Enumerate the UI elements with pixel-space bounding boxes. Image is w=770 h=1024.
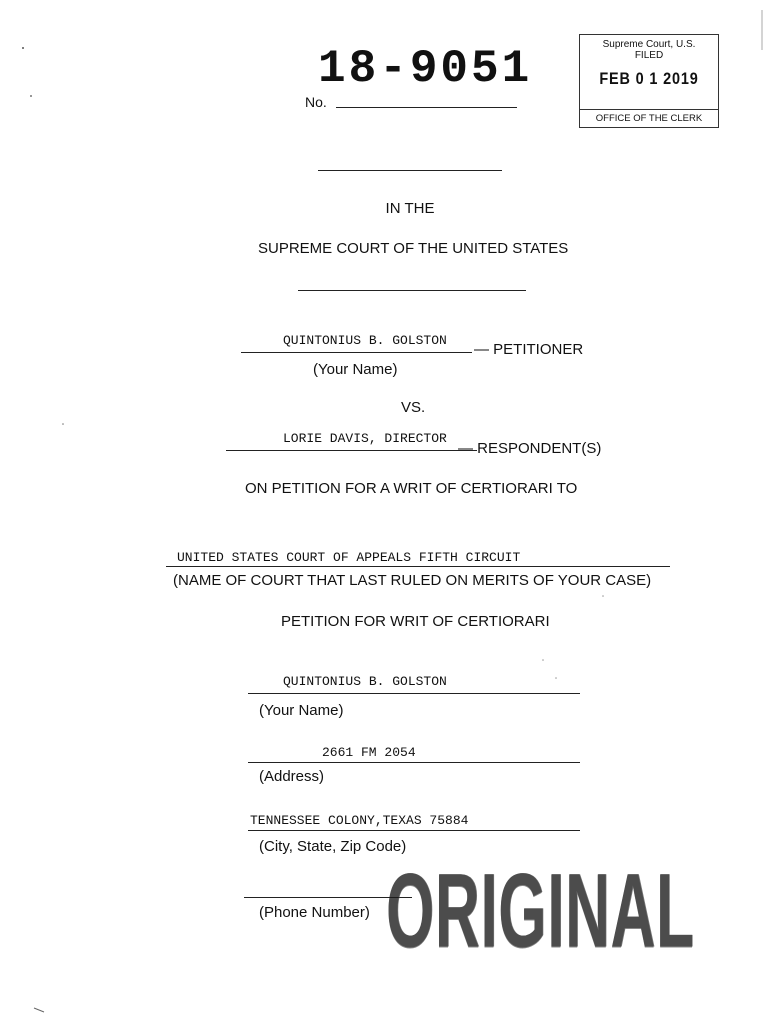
respondent-role: — RESPONDENT(S) bbox=[458, 440, 602, 457]
petition-intro: ON PETITION FOR A WRIT OF CERTIORARI TO bbox=[245, 480, 578, 497]
stamp-status: FILED bbox=[634, 50, 664, 61]
contact-name: QUINTONIUS B. GOLSTON bbox=[283, 674, 447, 689]
respondent-name: LORIE DAVIS, DIRECTOR bbox=[283, 431, 447, 446]
stamp-date: FEB 0 1 2019 bbox=[599, 69, 699, 88]
contact-address-hint: (Address) bbox=[259, 768, 325, 785]
petitioner-name: QUINTONIUS B. GOLSTON bbox=[283, 333, 447, 348]
contact-city-hint: (City, State, Zip Code) bbox=[259, 838, 407, 855]
docket-no-label: No. bbox=[305, 94, 327, 110]
contact-city-state-zip: TENNESSEE COLONY,TEXAS 75884 bbox=[250, 813, 469, 828]
petitioner-name-hint: (Your Name) bbox=[313, 361, 398, 378]
stamp-court: Supreme Court, U.S. bbox=[602, 39, 696, 50]
caption-court-name: SUPREME COURT OF THE UNITED STATES bbox=[258, 240, 569, 257]
docket-number: 18-9051 bbox=[318, 43, 533, 95]
caption-in-the: IN THE bbox=[385, 200, 435, 217]
contact-phone-hint: (Phone Number) bbox=[259, 904, 370, 921]
stamp-office: OFFICE OF THE CLERK bbox=[595, 113, 703, 124]
petition-title: PETITION FOR WRIT OF CERTIORARI bbox=[281, 613, 550, 630]
original-stamp: ORIGINAL bbox=[386, 851, 695, 969]
lower-court-name: UNITED STATES COURT OF APPEALS FIFTH CIRCUIT bbox=[177, 550, 521, 565]
versus-label: VS. bbox=[401, 399, 426, 416]
contact-name-hint: (Your Name) bbox=[259, 702, 344, 719]
contact-address: 2661 FM 2054 bbox=[322, 745, 416, 760]
petitioner-role: — PETITIONER bbox=[474, 341, 584, 358]
lower-court-hint: (NAME OF COURT THAT LAST RULED ON MERITS OF YOUR CASE) bbox=[173, 572, 652, 589]
